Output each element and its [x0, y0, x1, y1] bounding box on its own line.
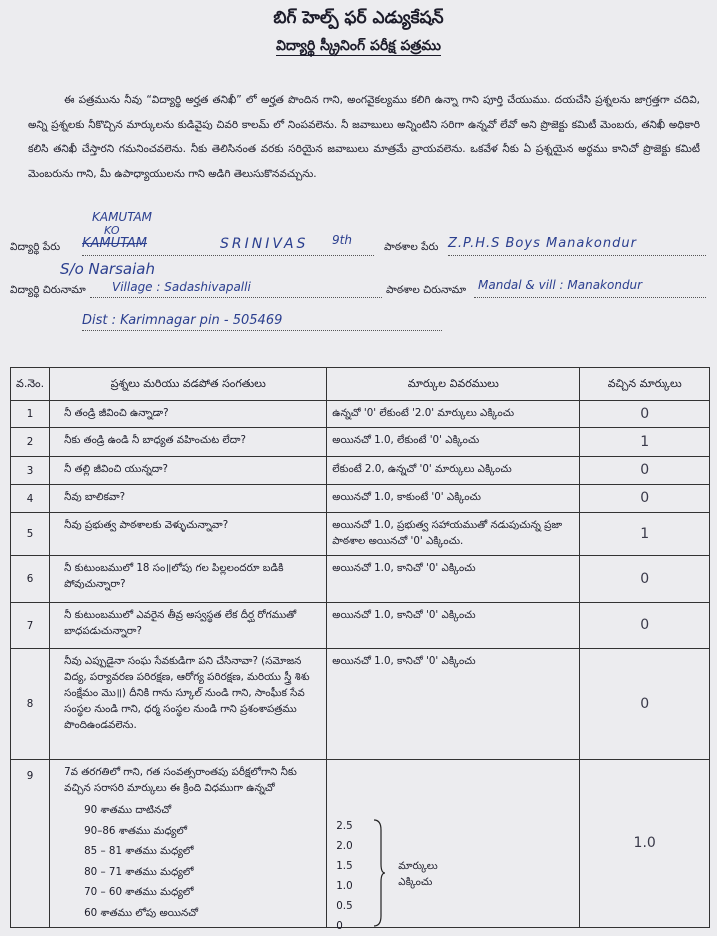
row-mark-cell[interactable] — [580, 428, 710, 457]
range-item: 60 శాతము లోపు అయినచో — [84, 906, 199, 919]
student-address-line2-dots — [82, 330, 442, 331]
marks-values — [336, 816, 352, 936]
range-item: 80 – 71 శాతము మధ్యలో — [84, 865, 194, 878]
student-name-line — [82, 255, 374, 256]
table-row — [11, 760, 710, 928]
marks-label-line1: మార్కులు — [398, 860, 438, 872]
row-question: 7వ తరగతిలో గాని, గత సంవత్సరాంతపు పరీక్షలోగాని నీకు వచ్చిన సరాసరి మార్కులు ఈ క్రింది విధముగా ఉన్నచో — [64, 766, 297, 794]
header-serial: వ.నెం. — [11, 368, 50, 401]
row-detail: ఉన్నచో '0' లేకుంటే '2.0' మార్కులు ఎక్కించు — [327, 401, 580, 428]
mark-value: 1.0 — [336, 880, 353, 892]
instructions-paragraph: ఈ పత్రమును నీవు “విద్యార్థి అర్హత తనిఖీ” లో అర్హత పొందిన గాని, అంగవైకల్యము కలిగి ఉన్నా గాని పూర్తి చేయుము. దయచేసి ప్రశ్నలను జాగ్రత్తగా చదివి, అన్ని ప్రశ్నలకు నీకొచ్చిన మార్కులను కుడివైపు చివరి కాలమ్ లో నింపవలెను. నీ జవాబులు అన్నింటిని సరిగా ఉన్నవో లేవో అని ప్రొజెక్టు కమిటీ మెంబరు, తనిఖీ అధికారి కలిసి తనిఖీ చేస్తారని గమనించవలెను. నీకు తెలిసినంత వరకు సరియైన జవాబులు మాత్రమే వ్రాయవలెను. ఒకవేళ నీకు ఏ ప్రశ్నయైన అర్థము కానిచో ప్రొజెక్టు కమిటీ మెంబరును గాని, మీ ఉపాధ్యాయులను గాని అడిగి తెలుసుకొనవచ్చును. — [28, 94, 700, 180]
screening-table — [10, 367, 710, 932]
student-father: S/o Narsaiah — [60, 260, 155, 278]
mark-value: 2.5 — [336, 820, 353, 832]
range-item: 85 – 81 శాతము మధ్యలో — [84, 845, 194, 857]
table-row — [11, 485, 710, 513]
row-number: 1 — [11, 401, 50, 428]
school-address-value[interactable]: Mandal & vill : Manakondur — [478, 278, 643, 292]
mark-value: 0 — [336, 920, 343, 932]
row-number: 8 — [11, 649, 50, 760]
header-questions: ప్రశ్నలు మరియు వడపోత సంగతులు — [50, 368, 327, 401]
percentage-range-list — [84, 800, 321, 923]
marks-scale — [332, 764, 574, 932]
table-header-row — [11, 368, 710, 401]
range-item: 70 – 60 శాతము మధ్యలో — [84, 886, 194, 898]
mark-value: 2.0 — [336, 840, 353, 852]
student-address-value[interactable]: Village : Sadashivapalli — [112, 280, 251, 294]
row-detail: అయినచో 1.0, కానిచో '0' ఎక్కించు — [327, 649, 580, 760]
school-name-value[interactable]: Z.P.H.S Boys Manakondur — [448, 236, 637, 251]
row-mark: 0 — [640, 462, 650, 478]
mark-value: 1.5 — [336, 860, 353, 872]
row-mark-cell[interactable] — [580, 513, 710, 556]
student-name-value[interactable]: SRINIVAS — [220, 236, 309, 252]
form-subtitle-text: విద్యార్థి స్క్రీనింగ్ పరీక్ష పత్రము — [276, 38, 441, 54]
row-mark-cell[interactable] — [580, 556, 710, 603]
row-mark: 0 — [640, 490, 650, 506]
row-mark: 0 — [640, 570, 650, 587]
row-number: 9 — [11, 760, 50, 928]
marks-label — [398, 858, 437, 890]
row-detail: అయినచో 1.0, కానిచో '0' ఎక్కించు — [327, 556, 580, 603]
table-row — [11, 649, 710, 760]
table-row — [11, 556, 710, 603]
row-question-cell — [50, 760, 327, 928]
student-name-struck: KAMUTAM — [82, 236, 148, 251]
school-address-label: పాఠశాల చిరునామా — [386, 284, 467, 296]
row-mark: 1 — [640, 525, 650, 542]
row-detail-cell — [327, 760, 580, 932]
table-row — [11, 603, 710, 649]
row-mark: 0 — [640, 405, 650, 422]
row-mark-cell[interactable] — [580, 401, 710, 428]
row-mark-cell[interactable] — [580, 760, 710, 928]
form-title: బిగ్ హెల్ప్ ఫర్ ఎడ్యుకేషన్ — [273, 8, 444, 28]
row-mark: 1.0 — [633, 835, 656, 851]
header-marks-detail: మార్కుల వివరములు — [327, 368, 580, 401]
row-question: నీవు ఎప్పుడైనా సంఘ సేవకుడిగా పని చేసినావా? (సమోజన విద్య, పర్యావరణ పరిరక్షణ, ఆరోగ్య పరిరక్షణ, మరియు స్త్రీ శిశు సంక్షేమం మొ॥) దీనికి గాను స్కూల్ నుండి గాని, సాంఘీక సేవ సంస్థల నుండి గాని, ధర్మ సంస్థల నుండి గాని ప్రశంశాపత్రము పొందిఉండవలెను. — [50, 649, 327, 760]
student-address-label: విద్యార్థి చిరునామా — [10, 284, 86, 296]
table-row — [11, 401, 710, 428]
range-item: 90 శాతము దాటినచో — [84, 804, 172, 816]
table-row — [11, 457, 710, 485]
row-detail: అయినచో 1.0, లేకుంటే '0' ఎక్కించు — [327, 428, 580, 457]
row-mark-cell[interactable] — [580, 649, 710, 760]
name-correction-bottom: KO — [104, 224, 120, 237]
row-detail: అయినచో 1.0, ప్రభుత్వ సహాయముతో నడుపుచున్న ప్రజా పాఠశాల అయినచో '0' ఎక్కించు. — [327, 513, 580, 556]
student-address-line2: Dist : Karimnagar pin - 505469 — [82, 313, 283, 328]
row-question: నీవు బాలికవా? — [50, 485, 327, 513]
marks-label-line2: ఎక్కించు — [398, 876, 433, 888]
row-question: నీకు తండ్రి ఉండి నీ బాధ్యత వహించుట లేదా? — [50, 428, 327, 457]
header-marks-obtained: వచ్చిన మార్కులు — [580, 368, 710, 401]
student-name-label: విద్యార్థి పేరు — [10, 241, 61, 253]
row-question: నీ తల్లి జీవించి యున్నదా? — [50, 457, 327, 485]
row-number: 5 — [11, 513, 50, 556]
row-question: నీ కుటుంబములో ఎవరైన తీవ్ర అస్వస్థత లేక దీర్ఘ రోగముతో బాధపడుచున్నారా? — [50, 603, 327, 649]
row-number: 2 — [11, 428, 50, 457]
row-mark-cell[interactable] — [580, 485, 710, 513]
form-subtitle — [0, 38, 717, 57]
row-mark-cell[interactable] — [580, 603, 710, 649]
row-detail: లేకుంటే 2.0, ఉన్నచో '0' మార్కులు ఎక్కించు — [327, 457, 580, 485]
school-address-line — [474, 297, 706, 298]
table-row — [11, 428, 710, 457]
mark-value: 0.5 — [336, 900, 353, 912]
student-class: 9th — [332, 233, 352, 247]
row-mark-cell[interactable] — [580, 457, 710, 485]
row-mark: 1 — [640, 433, 650, 450]
range-item: 90–86 శాతము మధ్యలో — [84, 824, 187, 837]
school-name-label: పాఠశాల పేరు — [384, 241, 439, 253]
row-number: 7 — [11, 603, 50, 649]
row-mark: 0 — [640, 617, 650, 633]
school-name-line — [448, 255, 706, 256]
student-address-line — [90, 297, 382, 298]
row-number: 4 — [11, 485, 50, 513]
row-question: నీ కుటుంబములో 18 సం॥లోపు గల పిల్లలందరూ బడికి పోవుచున్నారా? — [50, 556, 327, 603]
row-question: నీవు ప్రభుత్వ పాఠశాలకు వెళ్ళుచున్నావా? — [50, 513, 327, 556]
row-number: 3 — [11, 457, 50, 485]
row-mark: 0 — [640, 695, 650, 712]
row-number: 6 — [11, 556, 50, 603]
table-row — [11, 513, 710, 556]
row-detail: అయినచో 1.0, కానిచో '0' ఎక్కించు — [327, 603, 580, 649]
row-question: నీ తండ్రి జీవించి ఉన్నాడా? — [50, 401, 327, 428]
row-detail: అయినచో 1.0, కాకుంటే '0' ఎక్కించు — [327, 485, 580, 513]
name-correction-top: KAMUTAM — [92, 210, 153, 224]
curly-brace-icon — [372, 818, 386, 928]
